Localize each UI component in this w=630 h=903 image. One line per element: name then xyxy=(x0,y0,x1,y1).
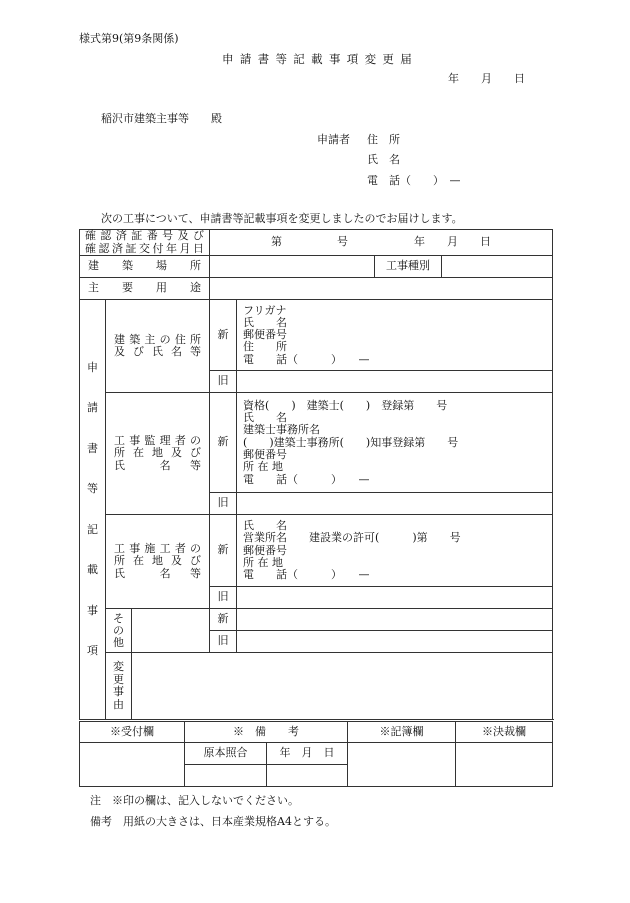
supervisor-old-details[interactable] xyxy=(237,493,553,515)
supervisor-old-label: 旧 xyxy=(210,493,237,515)
contractor-new-details[interactable]: 氏 名 営業所名 建設業の許可( )第 号 郵便番号 所 在 地 電 話（ ） — xyxy=(237,515,553,587)
change-reason-label: 変 更 事 由 xyxy=(106,653,132,720)
construction-type-label: 工事種別 xyxy=(375,256,442,278)
contractor-old-label: 旧 xyxy=(210,587,237,609)
decision-cell[interactable] xyxy=(456,743,553,787)
original-verification-date: 年 月 日 xyxy=(267,743,348,765)
register-cell[interactable] xyxy=(348,743,456,787)
addressee: 稲沢市建築主事等 殿 xyxy=(101,112,222,125)
submission-date: 年 月 日 xyxy=(448,72,525,85)
applicant-phone-label: 電 話（ ） — xyxy=(367,174,461,187)
applicant-address-label: 住 所 xyxy=(367,133,400,146)
confirmation-number-value: 第 号 年 月 日 xyxy=(210,230,553,256)
contractor-old-details[interactable] xyxy=(237,587,553,609)
verification-sign-cell[interactable] xyxy=(185,765,267,787)
owner-new-label: 新 xyxy=(210,300,237,371)
office-use-table xyxy=(79,721,553,787)
other-old-details[interactable] xyxy=(237,631,553,653)
supervisor-label: 工事監理者の 所在地及び 氏 名 等 xyxy=(106,393,210,515)
other-label: そ の 他 xyxy=(106,609,132,653)
other-old-label: 旧 xyxy=(210,631,237,653)
applicant-name-label: 氏 名 xyxy=(367,153,400,166)
verification-date-cell[interactable] xyxy=(267,765,348,787)
construction-site-value[interactable] xyxy=(210,256,375,278)
other-description[interactable] xyxy=(132,609,210,653)
other-new-details[interactable] xyxy=(237,609,553,631)
construction-type-value[interactable] xyxy=(442,256,553,278)
document-title: 申請書等記載事項変更届 xyxy=(222,52,419,66)
remark-text: 備考 用紙の大きさは、日本産業規格A4とする。 xyxy=(90,815,336,828)
application-items-group-label: 申 請 書 等 記 載 事 項 xyxy=(80,300,106,720)
owner-old-label: 旧 xyxy=(210,371,237,393)
applicant-label: 申請者 xyxy=(317,133,350,146)
intro-text: 次の工事について、申請書等記載事項を変更しましたのでお届けします。 xyxy=(101,212,463,225)
form-number: 様式第9(第9条関係) xyxy=(79,32,179,45)
reception-cell[interactable] xyxy=(80,743,185,787)
owner-new-details[interactable]: フリガナ 氏 名 郵便番号 住 所 電 話（ ） — xyxy=(237,300,553,371)
note-text: 注 ※印の欄は、記入しないでください。 xyxy=(90,794,299,807)
confirmation-number-label: 確認済証番号及び 確認済証交付年月日 xyxy=(80,230,210,256)
original-verification-label: 原本照合 xyxy=(185,743,267,765)
owner-label: 建築主の住所 及び氏名等 xyxy=(106,300,210,393)
supervisor-new-label: 新 xyxy=(210,393,237,493)
remarks-column-header: ※ 備 考 xyxy=(185,722,348,743)
contractor-new-label: 新 xyxy=(210,515,237,587)
application-change-table xyxy=(79,229,553,720)
decision-column-header: ※決裁欄 xyxy=(456,722,553,743)
register-column-header: ※記簿欄 xyxy=(348,722,456,743)
main-use-label: 主要用途 xyxy=(80,278,210,300)
main-use-value[interactable] xyxy=(210,278,553,300)
owner-old-details[interactable] xyxy=(237,371,553,393)
reception-column-header: ※受付欄 xyxy=(80,722,185,743)
change-reason-value[interactable] xyxy=(132,653,553,720)
other-new-label: 新 xyxy=(210,609,237,631)
contractor-label: 工事施工者の 所在地及び 氏 名 等 xyxy=(106,515,210,609)
construction-site-label: 建築場所 xyxy=(80,256,210,278)
supervisor-new-details[interactable]: 資格( ) 建築士( ) 登録第 号 氏 名 建築士事務所名 ( )建築士事務所( )知事登録第 号 郵便番号 所 在 地 電 話（ ） — xyxy=(237,393,553,493)
